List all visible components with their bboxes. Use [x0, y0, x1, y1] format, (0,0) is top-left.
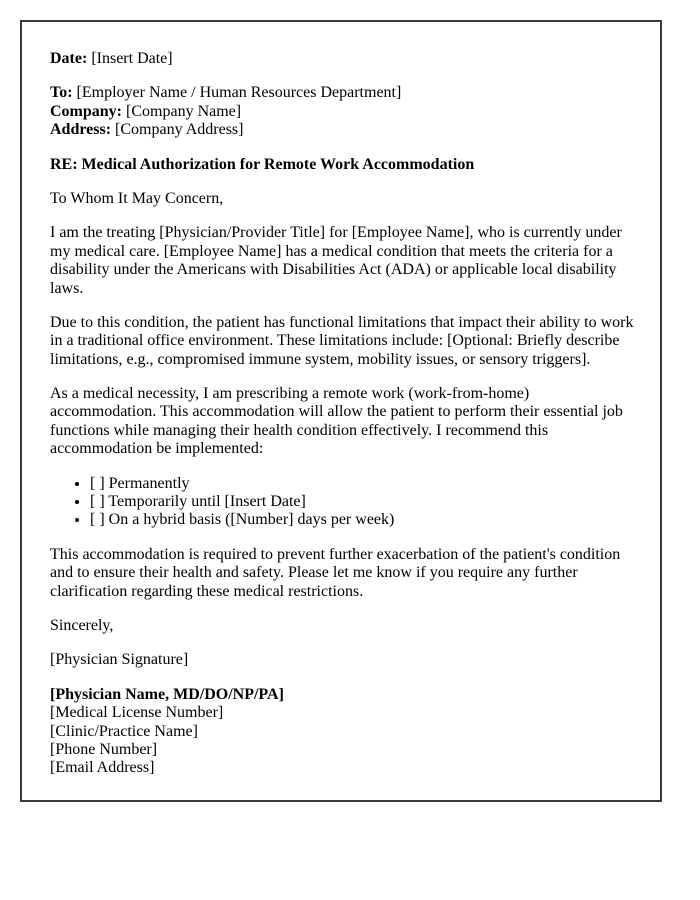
recipient-to-line	[50, 84, 638, 102]
paragraph-limitations: Due to this condition, the patient has functional limitations that impact their ability to work in a traditional office environment. These limitations include: [Optional: Briefly describe limitations, e.g., compromised immune system, mobility issues, or sensory triggers].	[50, 313, 634, 368]
to-value: [Employer Name / Human Resources Department]	[76, 84, 402, 102]
address-label: Address:	[50, 121, 112, 139]
recipient-company-line	[50, 103, 638, 121]
medical-license: [Medical License Number]	[50, 704, 224, 722]
email-address: [Email Address]	[50, 759, 155, 777]
option-temporarily: • [ ] Temporarily until [Insert Date]	[90, 493, 638, 511]
clinic-name: [Clinic/Practice Name]	[50, 722, 198, 740]
signature-placeholder: [Physician Signature]	[50, 651, 189, 669]
recipient-block	[50, 84, 638, 139]
paragraph-prescription: As a medical necessity, I am prescribing a remote work (work-from-home) accommodation. This accommodation will allow the patient to perform their essential job functions while managing their health condition effectively. I recommend this accommodation be implemented:	[50, 385, 623, 458]
date-label: Date:	[50, 50, 88, 67]
phone-number: [Phone Number]	[50, 740, 158, 758]
to-label: To:	[50, 84, 73, 102]
company-value: [Company Name]	[126, 102, 242, 120]
accommodation-options-list	[50, 475, 638, 530]
option-hybrid: • [ ] On a hybrid basis ([Number] days per week)	[90, 511, 638, 529]
option-permanently: • [ ] Permanently	[90, 475, 638, 493]
date-value: [Insert Date]	[91, 50, 173, 67]
paragraph-introduction: I am the treating [Physician/Provider Title] for [Employee Name], who is currently under my medical care. [Employee Name] has a medical condition that meets the criteria for a disability under the Americans with Disabilities Act (ADA) or applicable local disability laws.	[50, 224, 622, 297]
date-line	[50, 50, 638, 68]
letter-document	[20, 20, 662, 802]
signature-block	[50, 686, 638, 778]
physician-name: [Physician Name, MD/DO/NP/PA]	[50, 685, 284, 703]
company-label: Company:	[50, 102, 123, 120]
recipient-address-line	[50, 121, 638, 139]
salutation: To Whom It May Concern,	[50, 189, 224, 207]
address-value: [Company Address]	[115, 121, 244, 139]
paragraph-necessity: This accommodation is required to prevent further exacerbation of the patient's condition and to ensure their health and safety. Please let me know if you require any further clarification regarding these medical restrictions.	[50, 545, 621, 600]
closing: Sincerely,	[50, 616, 114, 634]
subject-line: RE: Medical Authorization for Remote Work Accommodation	[50, 155, 475, 173]
